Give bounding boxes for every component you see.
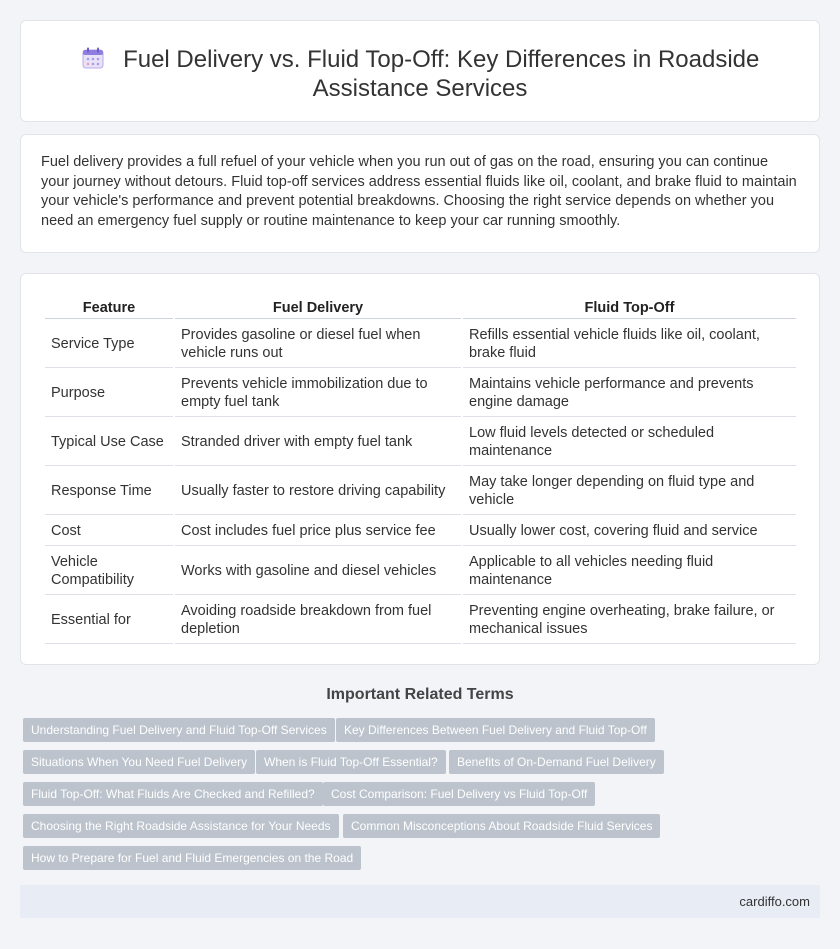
fluid-top-off-cell: Maintains vehicle performance and prevents engine damage [463, 370, 796, 417]
related-term-tag[interactable]: Benefits of On-Demand Fuel Delivery [449, 750, 664, 774]
related-term-tag[interactable]: When is Fluid Top-Off Essential? [256, 750, 446, 774]
fuel-delivery-cell: Stranded driver with empty fuel tank [175, 419, 461, 466]
related-term-tag[interactable]: Common Misconceptions About Roadside Fluid Services [343, 814, 660, 838]
table-row [45, 548, 796, 595]
table-row [45, 370, 796, 417]
intro-paragraph: Fuel delivery provides a full refuel of your vehicle when you run out of gas on the road, ensuring you can continue your journey without detours. Fluid top-off services address essential fluids like oil, coolant, and brake fluid to maintain your vehicle's performance and prevent potential breakdowns. Choosing the right service depends on whether you need an emergency fuel supply or routine maintenance to keep your car running smoothly. [41, 154, 797, 229]
fluid-top-off-cell: Usually lower cost, covering fluid and service [463, 517, 796, 546]
table-row [45, 419, 796, 466]
related-term-tag[interactable]: Situations When You Need Fuel Delivery [23, 750, 255, 774]
comparison-card [20, 273, 820, 665]
related-term-tag[interactable]: How to Prepare for Fuel and Fluid Emergencies on the Road [23, 846, 361, 870]
table-header-row [45, 296, 796, 319]
fluid-top-off-cell: Preventing engine overheating, brake failure, or mechanical issues [463, 597, 796, 644]
title-card [20, 20, 820, 122]
table-row [45, 517, 796, 546]
fuel-delivery-cell: Prevents vehicle immobilization due to empty fuel tank [175, 370, 461, 417]
feature-cell: Typical Use Case [45, 419, 173, 466]
table-row [45, 597, 796, 644]
fuel-delivery-cell: Cost includes fuel price plus service fee [175, 517, 461, 546]
fuel-delivery-cell: Avoiding roadside breakdown from fuel depletion [175, 597, 461, 644]
related-term-tag[interactable]: Understanding Fuel Delivery and Fluid Top-Off Services [23, 718, 335, 742]
fluid-top-off-cell: May take longer depending on fluid type and vehicle [463, 468, 796, 515]
table-row [45, 321, 796, 368]
related-term-tag[interactable]: Key Differences Between Fuel Delivery and Fluid Top-Off [336, 718, 655, 742]
related-term-tag[interactable]: Choosing the Right Roadside Assistance for Your Needs [23, 814, 339, 838]
calendar-icon [81, 46, 105, 70]
related-terms-heading: Important Related Terms [326, 686, 514, 703]
header-feature: Feature [45, 296, 173, 319]
fuel-delivery-cell: Provides gasoline or diesel fuel when vehicle runs out [175, 321, 461, 368]
page-title: Fuel Delivery vs. Fluid Top-Off: Key Differences in Roadside Assistance Services [123, 46, 760, 102]
feature-cell: Response Time [45, 468, 173, 515]
intro-card [20, 134, 820, 253]
fluid-top-off-cell: Low fluid levels detected or scheduled maintenance [463, 419, 796, 466]
header-fuel-delivery: Fuel Delivery [175, 296, 461, 319]
footer [20, 885, 820, 918]
feature-cell: Service Type [45, 321, 173, 368]
fuel-delivery-cell: Works with gasoline and diesel vehicles [175, 548, 461, 595]
table-row [45, 468, 796, 515]
related-term-tag[interactable]: Fluid Top-Off: What Fluids Are Checked and Refilled? [23, 782, 323, 806]
header-fluid-top-off: Fluid Top-Off [463, 296, 796, 319]
feature-cell: Essential for [45, 597, 173, 644]
related-term-tag[interactable]: Cost Comparison: Fuel Delivery vs Fluid Top-Off [323, 782, 595, 806]
comparison-table [43, 294, 798, 646]
feature-cell: Vehicle Compatibility [45, 548, 173, 595]
feature-cell: Purpose [45, 370, 173, 417]
fluid-top-off-cell: Applicable to all vehicles needing fluid maintenance [463, 548, 796, 595]
fluid-top-off-cell: Refills essential vehicle fluids like oil, coolant, brake fluid [463, 321, 796, 368]
feature-cell: Cost [45, 517, 173, 546]
footer-site-link[interactable]: cardiffo.com [739, 894, 810, 909]
fuel-delivery-cell: Usually faster to restore driving capability [175, 468, 461, 515]
